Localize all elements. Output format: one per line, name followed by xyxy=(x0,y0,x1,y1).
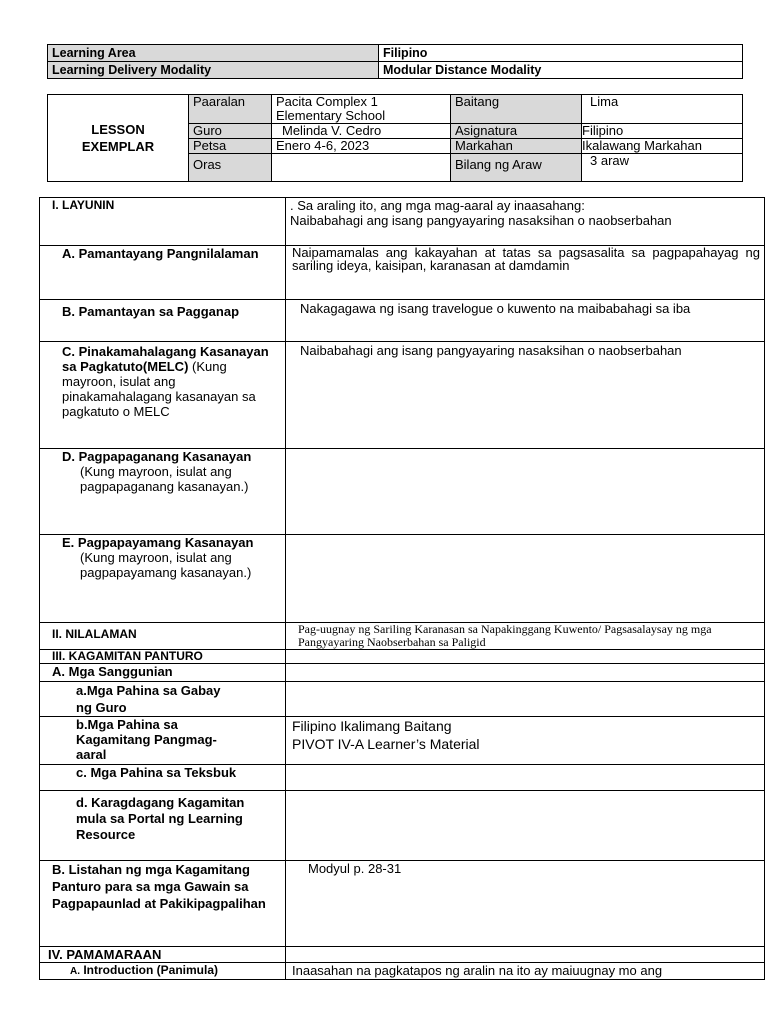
pagpapaganang-value xyxy=(286,449,765,535)
melc-label xyxy=(40,342,286,449)
sanggunian-value xyxy=(286,664,765,682)
modality-label: Learning Delivery Modality xyxy=(48,62,379,79)
introduction-value: Inaasahan na pagkatapos ng aralin na ito ay maiuugnay mo ang xyxy=(286,963,765,980)
pagpapaganang-label-normal: (Kung mayroon, isulat ang pagpapaganang kasanayan.) xyxy=(80,464,249,494)
karagdagang-kagamitan-label: d. Karagdagang Kagamitan mula sa Portal ng Learning Resource xyxy=(40,791,286,861)
sanggunian-label: A. Mga Sanggunian xyxy=(40,664,286,682)
aaral-value-line1: Filipino Ikalimang Baitang xyxy=(292,718,452,734)
markahan-value: Ikalawang Markahan xyxy=(582,139,743,154)
pagpapayamang-label xyxy=(40,535,286,623)
guro-value: Melinda V. Cedro xyxy=(272,124,451,139)
kagamitan-panturo-value xyxy=(286,650,765,664)
layunin-value xyxy=(286,198,765,246)
layunin-objective: Naibabahagi ang isang pangyayaring nasaksihan o naobserbahan xyxy=(290,213,672,228)
lesson-exemplar-line1: LESSON xyxy=(91,122,145,137)
baitang-label: Baitang xyxy=(451,95,582,124)
layunin-intro: . Sa araling ito, ang mga mag-aaral ay inaasahang: xyxy=(290,198,585,213)
melc-label-normal: (Kung mayroon, isulat ang pinakamahalagang kasanayan sa pagkatuto o MELC xyxy=(62,359,256,419)
introduction-letter: A. xyxy=(70,966,80,977)
pamantayang-pangnilalaman-value: Naipamamalas ang kakayahan at tatas sa pagsasalita sa pagpapahayag ng sariling ideya, kaisipan, karanasan at damdamin xyxy=(286,246,765,300)
melc-label-bold: C. Pinakamahalagang Kasanayan sa Pagkatuto(MELC) xyxy=(62,344,269,374)
aaral-value-line2: PIVOT IV-A Learner’s Material xyxy=(292,736,480,752)
guro-label: Guro xyxy=(189,124,272,139)
learning-area-value: Filipino xyxy=(379,45,743,62)
pamantayang-pangnilalaman-label: A. Pamantayang Pangnilalaman xyxy=(40,246,286,300)
header-table xyxy=(47,44,743,79)
kagamitang-pangmag-aaral-value xyxy=(286,717,765,765)
info-table xyxy=(47,94,743,182)
introduction-text: Introduction (Panimula) xyxy=(80,963,218,977)
paaralan-value: Pacita Complex 1 Elementary School xyxy=(272,95,451,124)
pagpapayamang-label-bold: E. Pagpapayamang Kasanayan xyxy=(62,535,254,550)
teksbuk-value xyxy=(286,765,765,791)
kagamitan-panturo-label: III. KAGAMITAN PANTURO xyxy=(40,650,286,664)
pagpapaganang-label xyxy=(40,449,286,535)
oras-value xyxy=(272,154,451,182)
baitang-value: Lima xyxy=(582,95,743,124)
kagamitang-pangmag-aaral-label: b.Mga Pahina sa Kagamitang Pangmag-aaral xyxy=(40,717,286,765)
lesson-exemplar-line2: EXEMPLAR xyxy=(81,139,155,154)
pagpapayamang-label-normal: (Kung mayroon, isulat ang pagpapayamang kasanayan.) xyxy=(80,550,252,580)
bilang-value: 3 araw xyxy=(582,154,743,182)
nilalaman-label: II. NILALAMAN xyxy=(40,623,286,650)
asignatura-value: Filipino xyxy=(582,124,743,139)
asignatura-label: Asignatura xyxy=(451,124,582,139)
lesson-exemplar-cell xyxy=(48,95,189,182)
markahan-label: Markahan xyxy=(451,139,582,154)
modality-value: Modular Distance Modality xyxy=(379,62,743,79)
pamamaraan-value xyxy=(286,947,765,963)
gabay-guro-value xyxy=(286,682,765,717)
pagpapayamang-value xyxy=(286,535,765,623)
gabay-guro-label: a.Mga Pahina sa Gabay ng Guro xyxy=(40,682,286,717)
nilalaman-value: Pag-uugnay ng Sariling Karanasan sa Napakinggang Kuwento/ Pagsasalaysay ng mga Pangyayaring Naobserbahan sa Paligid xyxy=(286,623,765,650)
introduction-label xyxy=(40,963,286,980)
pamantayan-pagganap-label: B. Pamantayan sa Pagganap xyxy=(40,300,286,342)
karagdagang-kagamitan-value xyxy=(286,791,765,861)
listahan-kagamitang-label: B. Listahan ng mga Kagamitang Panturo para sa mga Gawain sa Pagpapaunlad at Pakikipagpalihan xyxy=(40,861,286,947)
learning-area-label: Learning Area xyxy=(48,45,379,62)
lesson-plan-table xyxy=(39,197,765,980)
oras-label: Oras xyxy=(189,154,272,182)
paaralan-label: Paaralan xyxy=(189,95,272,124)
pagpapaganang-label-bold: D. Pagpapaganang Kasanayan xyxy=(62,449,252,464)
petsa-value: Enero 4-6, 2023 xyxy=(272,139,451,154)
melc-value: Naibabahagi ang isang pangyayaring nasaksihan o naobserbahan xyxy=(286,342,765,449)
teksbuk-label: c. Mga Pahina sa Teksbuk xyxy=(40,765,286,791)
pamantayan-pagganap-value: Nakagagawa ng isang travelogue o kuwento na maibabahagi sa iba xyxy=(286,300,765,342)
layunin-label: I. LAYUNIN xyxy=(40,198,286,246)
listahan-kagamitang-value: Modyul p. 28-31 xyxy=(286,861,765,947)
pamamaraan-label: IV. PAMAMARAAN xyxy=(40,947,286,963)
petsa-label: Petsa xyxy=(189,139,272,154)
bilang-label: Bilang ng Araw xyxy=(451,154,582,182)
